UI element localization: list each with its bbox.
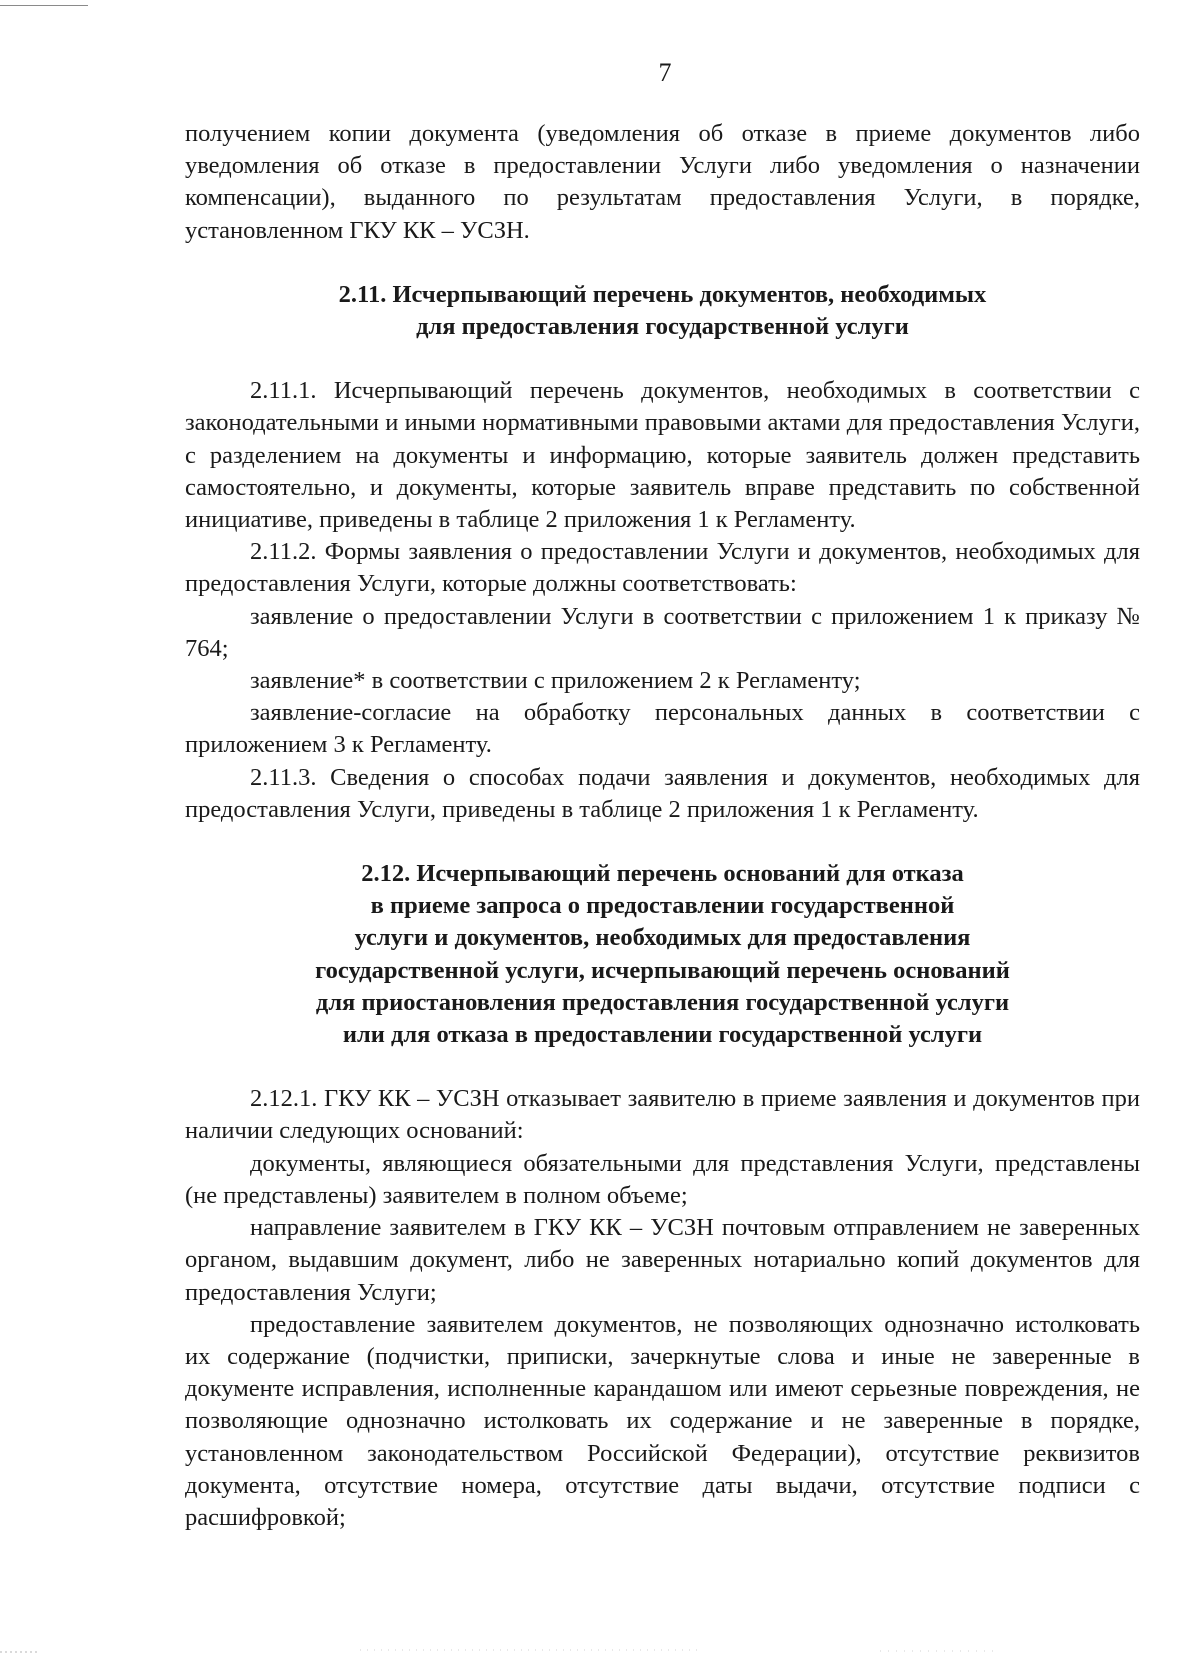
heading-line: 2.11. Исчерпывающий перечень документов, необходимых [338,280,987,308]
paragraph-2-11-1: 2.11.1. Исчерпывающий перечень документов, необходимых в соответствии с законодательными и иными нормативными правовыми актами для предоставления Услуги, с разделением на документы и информацию, которые заявитель должен представить самостоятельно, и документы, которые заявитель вправе представить по собственной инициативе, приведены в таблице 2 приложения 1 к Регламенту. [185,377,1140,534]
heading-line: для предоставления государственной услуги [416,313,909,341]
paragraph-continuation: получением копии документа (уведомления об отказе в приеме документов либо уведомления об отказе в предоставлении Услуги либо уведомления о назначении компенсации), выданного по результатам предоставления Услуги, в порядке, установленном ГКУ КК – УСЗН. [185,120,1140,244]
page-number: 7 [658,58,672,87]
scan-edge-line [0,5,88,6]
document-body [185,118,1140,1534]
list-item: заявление о предоставлении Услуги в соответствии с приложением 1 к приказу № 764; [185,602,1140,662]
list-item: предоставление заявителем документов, не позволяющих однозначно истолковать их содержание (подчистки, приписки, зачеркнутые слова и иные не заверенные в документе исправления, исполненные карандашом или имеют серьезные повреждения, не позволяющие однозначно истолковать их содержание и не заверенные в порядке, установленном законодательством Российской Федерации), отсутствие реквизитов документа, отсутствие номера, отсутствие даты выдачи, отсутствие подписи с расшифровкой; [185,1310,1140,1531]
list-item: документы, являющиеся обязательными для представления Услуги, представлены (не представлены) заявителем в полном объеме; [185,1149,1140,1209]
paragraph-2-11-3: 2.11.3. Сведения о способах подачи заявления и документов, необходимых для предоставления Услуги, приведены в таблице 2 приложения 1 к Регламенту. [185,763,1140,823]
paragraph-2-12-1: 2.12.1. ГКУ КК – УСЗН отказывает заявителю в приеме заявления и документов при наличии следующих оснований: [185,1085,1140,1145]
section-heading-2-12 [185,858,1140,1051]
list-item: заявление-согласие на обработку персональных данных в соответствии с приложением 3 к Регламенту. [185,699,1140,759]
heading-line: услуги и документов, необходимых для предоставления [354,924,971,952]
heading-line: для приостановления предоставления государственной услуги [315,988,1010,1016]
list-item: заявление* в соответствии с приложением 2 к Регламенту; [250,667,861,695]
list-item: направление заявителем в ГКУ КК – УСЗН почтовым отправлением не заверенных органом, выдавшим документ, либо не заверенных нотариально копий документов для предоставления Услуги; [185,1214,1140,1306]
heading-line: или для отказа в предоставлении государственной услуги [342,1021,983,1049]
heading-line: 2.12. Исчерпывающий перечень оснований для отказа [361,860,964,888]
scan-noise [0,1640,1200,1660]
heading-line: государственной услуги, исчерпывающий перечень оснований [315,956,1010,984]
section-heading-2-11 [185,279,1140,343]
heading-line: в приеме запроса о предоставлении государственной [370,892,955,920]
paragraph-2-11-2: 2.11.2. Формы заявления о предоставлении Услуги и документов, необходимых для предоставления Услуги, которые должны соответствовать: [185,538,1140,598]
